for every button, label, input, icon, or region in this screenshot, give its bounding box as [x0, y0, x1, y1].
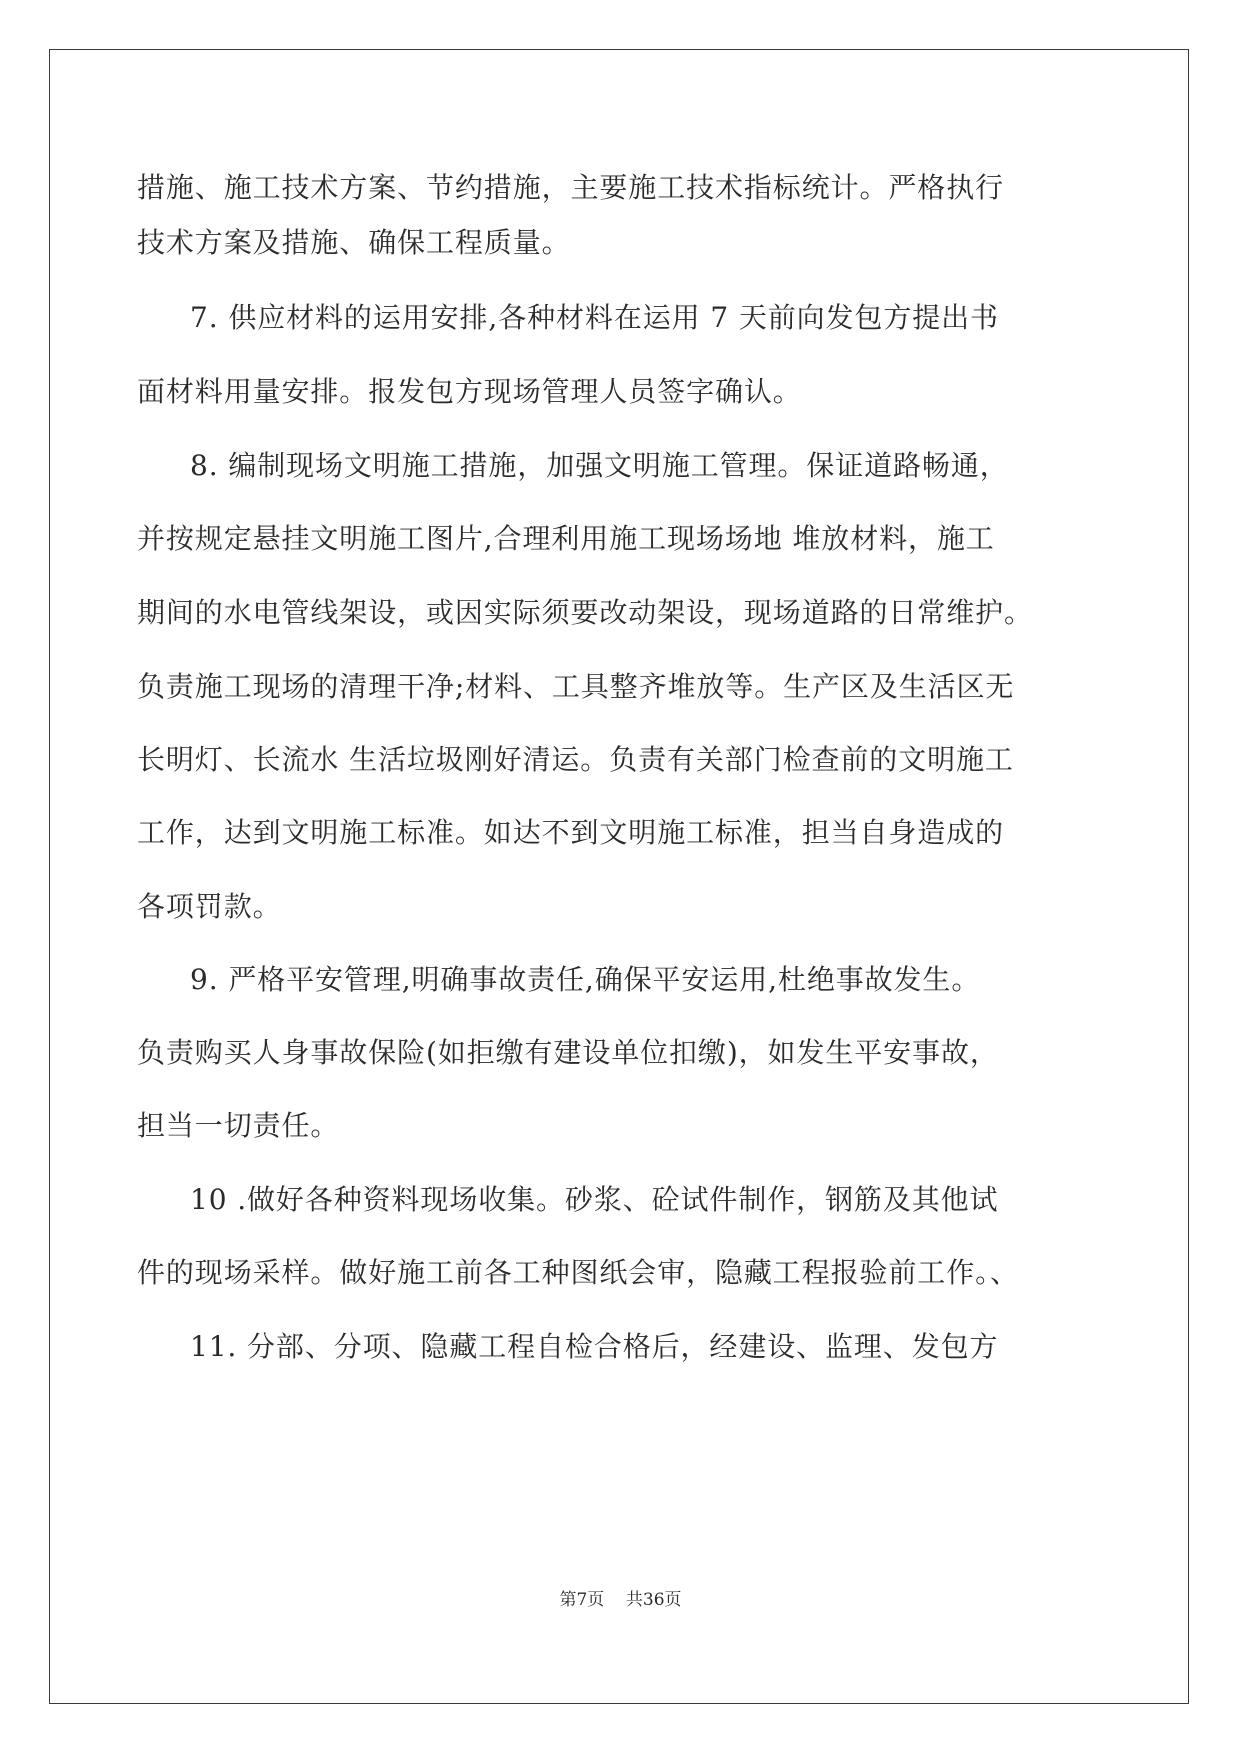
text-line: 长明灯、长流水 生活垃圾刚好清运。负责有关部门检查前的文明施工: [137, 743, 1014, 776]
text-line: 10 .做好各种资料现场收集。砂浆、砼试件制作，钢筋及其他试: [190, 1183, 999, 1216]
text-line: 负责施工现场的清理干净;材料、工具整齐堆放等。生产区及生活区无: [137, 670, 1015, 703]
text-line: 9. 严格平安管理,明确事故责任,确保平安运用,杜绝事故发生。: [190, 963, 981, 996]
text-line: 并按规定悬挂文明施工图片,合理利用施工现场场地 堆放材料，施工: [137, 522, 995, 555]
text-line: 负责购买人身事故保险(如拒缴有建设单位扣缴)，如发生平安事故，: [137, 1036, 999, 1069]
text-line: 面材料用量安排。报发包方现场管理人员签字确认。: [137, 375, 802, 408]
text-line: 11. 分部、分项、隐藏工程自检合格后，经建设、监理、发包方: [190, 1330, 999, 1363]
text-line: 8. 编制现场文明施工措施，加强文明施工管理。保证道路畅通，: [190, 449, 1009, 482]
text-line: 件的现场采样。做好施工前各工种图纸会审，隐藏工程报验前工作。、: [137, 1256, 1019, 1289]
text-line: 期间的水电管线架设，或因实际须要改动架设，现场道路的日常维护。: [137, 596, 1033, 629]
text-line: 技术方案及措施、确保工程质量。: [137, 226, 571, 259]
text-line: 各项罚款。: [137, 890, 282, 923]
text-line: 措施、施工技术方案、节约措施，主要施工技术指标统计。严格执行: [137, 171, 1005, 204]
text-line: 7. 供应材料的运用安排,各种材料在运用 7 天前向发包方提出书: [190, 301, 999, 334]
page-number-footer: 第7页 共36页: [559, 1590, 682, 1610]
text-line: 工作，达到文明施工标准。如达不到文明施工标准，担当自身造成的: [137, 816, 1005, 849]
text-line: 担当一切责任。: [137, 1109, 340, 1142]
